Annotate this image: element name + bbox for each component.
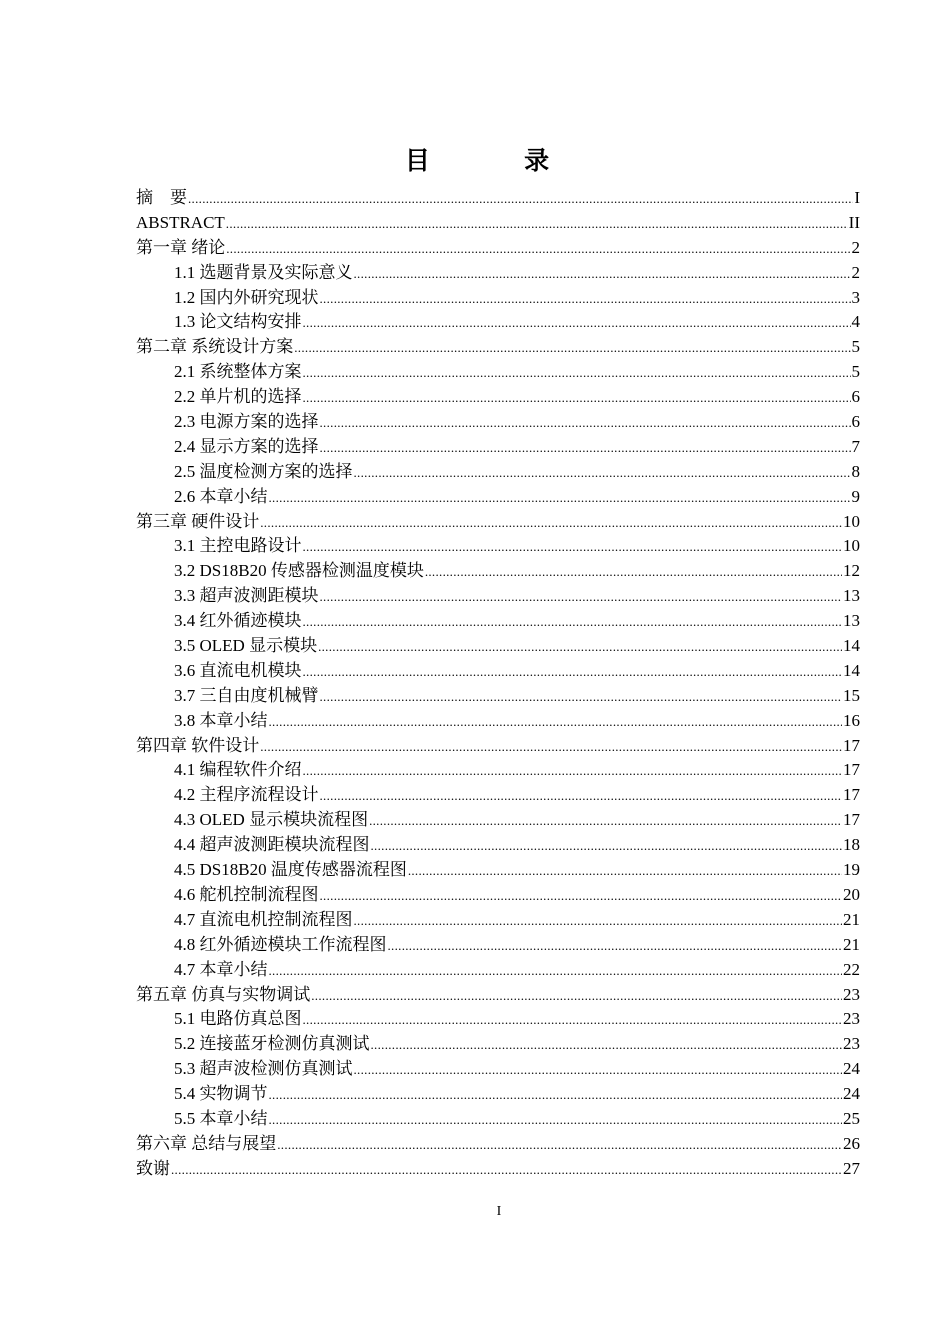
toc-section-entry[interactable] [136,435,860,460]
toc-entry-page: I [854,188,860,207]
toc-entry-label: 1.2 国内外研究现状 [174,287,319,307]
toc-entry-page: 23 [843,984,860,1004]
toc-entry-label: 5.3 超声波检测仿真测试 [174,1059,353,1079]
page-number-footer: I [496,1204,502,1219]
toc-section-entry[interactable] [136,659,860,684]
toc-entry-label: 3.4 红外循迹模块 [174,611,302,631]
toc-entry-page: 25 [843,1108,860,1128]
toc-list [136,186,860,1182]
toc-entry-label: 第四章 软件设计 [136,735,260,755]
dot-leader [303,360,851,385]
toc-section-entry[interactable] [136,559,860,584]
toc-section-entry[interactable] [136,360,860,385]
toc-entry-label: 2.1 系统整体方案 [174,362,302,382]
toc-entry-label: 2.6 本章小结 [174,486,268,506]
toc-chapter-entry[interactable] [136,510,860,535]
toc-entry-page: 5 [851,337,860,357]
toc-entry-label: 3.1 主控电路设计 [174,536,302,556]
dot-leader [354,1057,843,1082]
toc-entry-page: 18 [843,835,860,855]
toc-entry-page: 17 [843,760,860,780]
dot-leader [269,1082,843,1107]
toc-entry-page: 14 [843,660,860,680]
toc-entry-page: 16 [843,710,860,730]
toc-entry-label: 4.4 超声波测距模块流程图 [174,835,370,855]
toc-entry-label: 第六章 总结与展望 [136,1133,277,1153]
toc-entry-label: 4.2 主程序流程设计 [174,785,319,805]
toc-section-entry[interactable] [136,933,860,958]
dot-leader [303,609,843,634]
dot-leader [371,1032,843,1057]
dot-leader [226,211,848,236]
toc-chapter-entry[interactable] [136,236,860,261]
toc-chapter-entry[interactable] [136,1132,860,1157]
toc-entry-label: 4.7 本章小结 [174,959,268,979]
dot-leader [311,983,842,1008]
dot-leader [371,833,843,858]
dot-leader [354,261,851,286]
toc-entry-page: 17 [843,735,860,755]
dot-leader [320,286,851,311]
toc-entry-label: 5.2 连接蓝牙检测仿真测试 [174,1034,370,1054]
toc-entry-label: 2.4 显示方案的选择 [174,436,319,456]
toc-entry-label: 3.5 OLED 显示模块 [174,636,318,656]
toc-entry-label: 5.1 电路仿真总图 [174,1009,302,1029]
toc-entry-page: 24 [843,1059,860,1079]
toc-section-entry[interactable] [136,1057,860,1082]
toc-entry-page: 8 [851,461,860,481]
toc-section-entry[interactable] [136,1032,860,1057]
toc-section-entry[interactable] [136,709,860,734]
toc-entry-page: 23 [843,1009,860,1029]
toc-chapter-entry[interactable] [136,734,860,759]
dot-leader [354,908,843,933]
dot-leader [226,236,850,261]
toc-section-entry[interactable] [136,958,860,983]
toc-entry-page: 6 [851,412,860,432]
toc-entry-label: 3.6 直流电机模块 [174,660,302,680]
dot-leader [369,808,842,833]
toc-entry-label: 4.6 舵机控制流程图 [174,884,319,904]
dot-leader [277,1132,842,1157]
toc-entry-page: 2 [851,262,860,282]
dot-leader [318,634,842,659]
toc-section-entry[interactable] [136,460,860,485]
toc-section-entry[interactable] [136,310,860,335]
toc-entry-label: 第三章 硬件设计 [136,511,260,531]
toc-entry-page: 24 [843,1084,860,1104]
dot-leader [303,758,843,783]
toc-entry-label: 第一章 绪论 [136,237,226,257]
toc-section-entry[interactable] [136,485,860,510]
dot-leader [294,335,850,360]
toc-entry-page: 5 [851,362,860,382]
dot-leader [303,1007,843,1032]
toc-entry-label: 第五章 仿真与实物调试 [136,984,311,1004]
toc-entry-page: 10 [843,511,860,531]
dot-leader [260,510,842,535]
dot-leader [320,584,843,609]
toc-entry-page: 19 [843,860,860,880]
toc-section-entry[interactable] [136,883,860,908]
toc-section-entry[interactable] [136,609,860,634]
dot-leader [408,858,842,883]
toc-section-entry[interactable] [136,684,860,709]
toc-section-entry[interactable] [136,584,860,609]
toc-entry-label: 4.5 DS18B20 温度传感器流程图 [174,860,407,880]
toc-entry-label: 5.5 本章小结 [174,1108,268,1128]
toc-section-entry[interactable] [136,758,860,783]
toc-section-entry[interactable] [136,858,860,883]
dot-leader [260,734,842,759]
dot-leader [320,684,843,709]
toc-section-entry[interactable] [136,1082,860,1107]
dot-leader [269,485,851,510]
toc-entry-page: 13 [843,586,860,606]
toc-section-entry[interactable] [136,783,860,808]
dot-leader [425,559,842,584]
toc-entry-page: 2 [851,237,860,257]
toc-section-entry[interactable] [136,261,860,286]
toc-entry-label: 4.1 编程软件介绍 [174,760,302,780]
toc-entry-label: 2.2 单片机的选择 [174,387,302,407]
toc-section-entry[interactable] [136,808,860,833]
toc-section-entry[interactable] [136,833,860,858]
toc-entry-label: 1.3 论文结构安排 [174,312,302,332]
toc-chapter-entry[interactable] [136,335,860,360]
toc-entry-page: 17 [843,785,860,805]
toc-section-entry[interactable] [136,634,860,659]
toc-entry-page: 26 [843,1133,860,1153]
toc-section-entry[interactable] [136,534,860,559]
dot-leader [303,534,843,559]
dot-leader [303,659,843,684]
toc-chapter-entry[interactable] [136,1157,860,1182]
dot-leader [354,460,851,485]
dot-leader [320,883,843,908]
toc-entry-label: 4.3 OLED 显示模块流程图 [174,810,369,830]
toc-entry-page: II [848,212,860,232]
toc-entry-label: 2.5 温度检测方案的选择 [174,461,353,481]
toc-entry-label: 3.2 DS18B20 传感器检测温度模块 [174,561,424,581]
dot-leader [320,410,851,435]
toc-entry-page: 17 [843,810,860,830]
toc-entry-label: 3.8 本章小结 [174,710,268,730]
toc-chapter-entry[interactable] [136,983,860,1008]
toc-chapter-entry[interactable] [136,211,860,236]
toc-entry-page: 15 [843,685,860,705]
dot-leader [269,958,843,983]
toc-entry-page: 7 [851,436,860,456]
toc-entry-label: 1.1 选题背景及实际意义 [174,262,353,282]
toc-section-entry[interactable] [136,286,860,311]
toc-entry-page: 23 [843,1034,860,1054]
toc-entry-page: 21 [843,934,860,954]
toc-entry-label: 2.3 电源方案的选择 [174,412,319,432]
toc-entry-label: ABSTRACT [136,212,225,232]
dot-leader [388,933,843,958]
toc-entry-label: 4.7 直流电机控制流程图 [174,909,353,929]
dot-leader [303,310,851,335]
toc-entry-label: 摘 要 [136,188,187,207]
toc-entry-page: 3 [851,287,860,307]
toc-entry-page: 9 [851,486,860,506]
toc-section-entry[interactable] [136,1007,860,1032]
dot-leader [320,783,843,808]
toc-section-entry[interactable] [136,1107,860,1132]
toc-entry-page: 13 [843,611,860,631]
toc-entry-label: 3.7 三自由度机械臂 [174,685,319,705]
toc-entry-label: 5.4 实物调节 [174,1084,268,1104]
toc-entry-page: 20 [843,884,860,904]
dot-leader [269,1107,843,1132]
toc-entry-page: 10 [843,536,860,556]
toc-entry-page: 21 [843,909,860,929]
toc-chapter-entry[interactable] [136,186,860,211]
toc-entry-page: 6 [851,387,860,407]
toc-entry-label: 致谢 [136,1158,170,1178]
dot-leader [188,186,853,211]
toc-entry-label: 3.3 超声波测距模块 [174,586,319,606]
dot-leader [320,435,851,460]
toc-entry-page: 27 [843,1158,860,1178]
dot-leader [303,385,851,410]
toc-section-entry[interactable] [136,908,860,933]
toc-entry-label: 4.8 红外循迹模块工作流程图 [174,934,387,954]
toc-section-entry[interactable] [136,410,860,435]
toc-entry-page: 12 [843,561,860,581]
toc-entry-page: 4 [851,312,860,332]
toc-entry-page: 22 [843,959,860,979]
dot-leader [269,709,843,734]
dot-leader [171,1157,842,1182]
toc-entry-page: 14 [843,636,860,656]
toc-title: 目 录 [404,148,594,175]
toc-entry-label: 第二章 系统设计方案 [136,337,294,357]
toc-section-entry[interactable] [136,385,860,410]
